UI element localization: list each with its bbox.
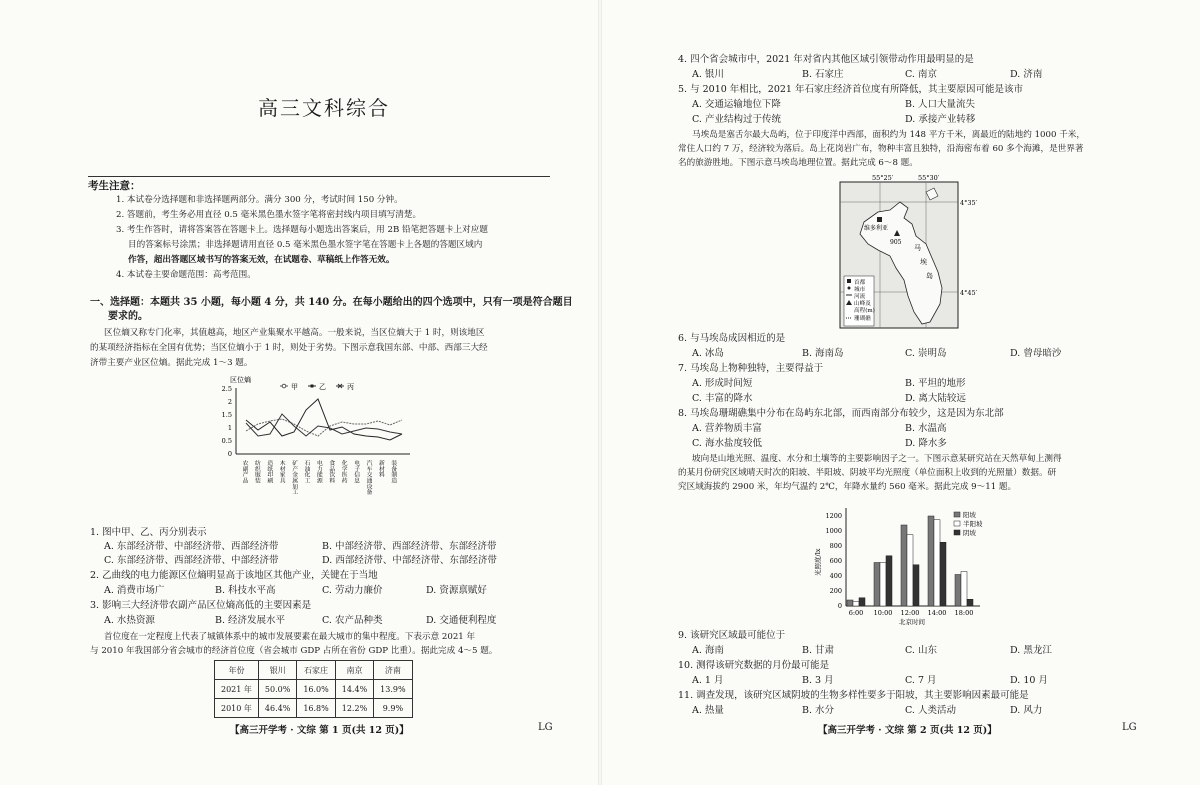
xtick: 18:00 xyxy=(954,609,974,617)
q7-option-d[interactable]: D. 离大陆较远 xyxy=(905,393,966,404)
q2-option-a[interactable]: A. 消费市场广 xyxy=(104,585,165,596)
map-legend-item: 高程(m) xyxy=(854,308,875,314)
q1-option-b[interactable]: B. 中部经济带、西部经济带、东部经济带 xyxy=(322,541,497,552)
q10-option-b[interactable]: B. 3 月 xyxy=(802,675,834,686)
bar-阳坡 xyxy=(928,516,934,606)
q4-option-d[interactable]: D. 济南 xyxy=(1010,69,1043,80)
bar-阴坡 xyxy=(967,599,973,606)
table-cell: 2021 年 xyxy=(215,680,259,699)
category-label: 装备制造 xyxy=(389,460,396,484)
map-lat-label: 4°35′ xyxy=(960,199,978,207)
bar-阳坡 xyxy=(901,525,907,606)
table-row xyxy=(215,680,413,699)
bar-legend xyxy=(954,510,983,537)
ytick: 2.5 xyxy=(221,385,232,393)
q8-option-a[interactable]: A. 营养物质丰富 xyxy=(692,423,762,434)
table-cell: 2010 年 xyxy=(215,699,259,718)
bar-阳坡 xyxy=(874,563,880,607)
q6-option-c[interactable]: C. 崇明岛 xyxy=(905,348,947,359)
ytick: 0.5 xyxy=(221,437,232,445)
passage-line: 坡向是山地光照、温度、水分和土壤等的主要影响因子之一。下图示意某研究站在天然草甸上测得 xyxy=(692,454,1062,464)
category-label: 汽车交通设备 xyxy=(365,460,371,495)
table-header-cell: 济南 xyxy=(374,661,412,680)
q6-option-a[interactable]: A. 冰岛 xyxy=(692,348,724,359)
category-label: 石油化工 xyxy=(303,460,309,484)
table-row xyxy=(215,699,413,718)
bar-阴坡 xyxy=(940,542,946,606)
q5-option-b[interactable]: B. 人口大量流失 xyxy=(905,99,976,110)
question-9: 9. 该研究区域最可能位于 xyxy=(678,630,786,641)
passage-line: 首位度在一定程度上代表了城镇体系中的城市发展要素在最大城市的集中程度。下表示意 2021 年 xyxy=(104,632,476,642)
chart-yticks xyxy=(222,385,232,458)
q4-option-a[interactable]: A. 银川 xyxy=(692,69,724,80)
q1-option-a[interactable]: A. 东部经济带、中部经济带、西部经济带 xyxy=(104,541,279,552)
map-legend-item: 城市 xyxy=(854,287,866,293)
question-2: 2. 乙曲线的电力能源区位熵明显高于该地区其他产业，关键在于当地 xyxy=(90,570,378,581)
bar-xlabel: 北京时间 xyxy=(899,618,925,626)
ytick: 1 xyxy=(227,424,232,432)
legend-bing: 丙 xyxy=(347,383,354,391)
q3-option-a[interactable]: A. 水热资源 xyxy=(104,615,155,626)
map-legend xyxy=(844,276,875,326)
mahe-island-map xyxy=(834,172,978,332)
page-code: LG xyxy=(538,722,553,733)
bar-半阳坡 xyxy=(934,520,940,606)
bar-阴坡 xyxy=(859,598,865,606)
passage-line: 马埃岛是塞舌尔最大岛屿，位于印度洋中西部，面积约为 148 平方千米，离最近的陆地约 1000 千米， xyxy=(692,130,1085,140)
section-heading: 一、选择题：本题共 35 小题，每小题 4 分，共 140 分。在每小题给出的四个选项中，只有一项是符合题目 xyxy=(90,297,573,308)
chart-legend xyxy=(280,383,354,391)
passage-line: 的某月份研究区域晴天时次的阳坡、半阳坡、阴坡平均光照度（单位面积上收到的光照量）数据。研 xyxy=(678,468,1057,478)
map-lon-label: 55°30′ xyxy=(918,174,940,182)
legend-half: 半阳坡 xyxy=(963,520,983,528)
q6-option-b[interactable]: B. 海南岛 xyxy=(802,348,844,359)
table-cell: 14.4% xyxy=(335,680,373,699)
table-header-cell: 银川 xyxy=(258,661,296,680)
bar-yticks xyxy=(825,512,842,610)
notice-heading: 考生注意： xyxy=(88,180,141,192)
q2-option-c[interactable]: C. 劳动力廉价 xyxy=(322,585,383,596)
category-label: 纺织服装 xyxy=(253,460,260,484)
island-char: 岛 xyxy=(926,272,933,280)
q4-option-c[interactable]: C. 南京 xyxy=(905,69,937,80)
q11-option-c[interactable]: C. 人类活动 xyxy=(905,705,956,716)
q4-option-b[interactable]: B. 石家庄 xyxy=(802,69,844,80)
page-2 xyxy=(600,0,1200,785)
q1-option-c[interactable]: C. 东部经济带、西部经济带、中部经济带 xyxy=(104,555,279,566)
ytick: 1000 xyxy=(825,527,842,535)
category-label: 化学医药 xyxy=(340,460,347,484)
map-legend-item: 山峰及 xyxy=(854,301,871,307)
question-1: 1. 图中甲、乙、丙分别表示 xyxy=(90,527,207,538)
passage-line: 常住人口约 7 万，经济较为落后。岛上花岗岩广布，物种丰富且独特，沿海密布着 60 多个海滩，是世界著 xyxy=(678,144,1084,154)
map-legend-item: 首都 xyxy=(854,280,866,286)
bar-半阳坡 xyxy=(880,563,886,607)
category-label: 新材料 xyxy=(377,460,384,478)
q8-option-d[interactable]: D. 降水多 xyxy=(905,438,947,449)
bar-xticks xyxy=(849,609,974,617)
table-header xyxy=(215,661,413,680)
peak-label: 905 xyxy=(890,239,902,246)
page-title: 高三文科综合 xyxy=(258,96,390,120)
passage-line: 与 2010 年我国部分省会城市的经济首位度（省会城市 GDP 占所在省份 GDP 比重）。据此完成 4～5 题。 xyxy=(90,646,498,656)
table-cell: 13.9% xyxy=(374,680,412,699)
bar-阳坡 xyxy=(847,600,853,606)
map-legend-item: 河流 xyxy=(854,294,866,300)
page-code: LG xyxy=(1122,722,1137,733)
q10-option-d[interactable]: D. 10 月 xyxy=(1010,675,1048,686)
ytick: 1200 xyxy=(825,512,842,520)
bar-阳坡 xyxy=(955,575,961,607)
chart-categories xyxy=(241,459,397,496)
ytick: 200 xyxy=(829,587,842,595)
legend-shady: 阴坡 xyxy=(963,529,976,537)
ytick: 0 xyxy=(837,602,842,610)
q5-option-a[interactable]: A. 交通运输地位下降 xyxy=(692,99,781,110)
q7-option-a[interactable]: A. 形成时间短 xyxy=(692,378,753,389)
q7-option-b[interactable]: B. 平坦的地形 xyxy=(905,378,966,389)
q5-option-c[interactable]: C. 产业结构过于传统 xyxy=(692,114,781,125)
ytick: 800 xyxy=(829,542,842,550)
question-10: 10. 测得该研究数据的月份最可能是 xyxy=(678,660,830,671)
island-char: 马 xyxy=(914,244,921,252)
passage-line: 究区域海拔约 2900 米，年均气温约 2℃，年降水量约 560 毫米。据此完成 9～11 题。 xyxy=(678,482,1017,492)
q9-option-a[interactable]: A. 海南 xyxy=(692,645,724,656)
table-cell: 12.2% xyxy=(335,699,373,718)
q7-option-c[interactable]: C. 丰富的降水 xyxy=(692,393,753,404)
question-7: 7. 马埃岛上物种独特，主要得益于 xyxy=(678,363,824,374)
q1-option-d[interactable]: D. 西部经济带、中部经济带、东部经济带 xyxy=(322,555,497,566)
xtick: 14:00 xyxy=(927,609,947,617)
island-char: 埃 xyxy=(920,258,927,266)
capital-marker xyxy=(877,217,882,222)
xtick: 6:00 xyxy=(848,609,864,617)
q6-option-d[interactable]: D. 曾母暗沙 xyxy=(1010,348,1062,359)
category-label: 造纸印刷 xyxy=(265,460,272,484)
ytick: 1.5 xyxy=(221,411,232,419)
passage-line: 名的旅游胜地。下图示意马埃岛地理位置。据此完成 6～8 题。 xyxy=(678,158,918,168)
map-lon-label: 55°25′ xyxy=(872,174,894,182)
question-3: 3. 影响三大经济带农副产品区位熵高低的主要因素是 xyxy=(90,600,312,611)
illuminance-bar-chart xyxy=(808,496,1008,626)
table-cell: 16.0% xyxy=(297,680,335,699)
map-legend-item: 珊瑚礁 xyxy=(854,316,871,322)
q11-option-d[interactable]: D. 风力 xyxy=(1010,705,1043,716)
q8-option-b[interactable]: B. 水温高 xyxy=(905,423,947,434)
table-cell: 50.0% xyxy=(258,680,296,699)
q11-option-a[interactable]: A. 热量 xyxy=(692,705,724,716)
notice-line: 4. 本试卷主要命题范围：高考范围。 xyxy=(116,270,256,280)
passage-line: 的某项经济指标在全国有优势；当区位熵小于 1 时，则处于劣势。下图示意我国东部、中部、西部三大经 xyxy=(90,343,488,353)
table-header-cell: 年份 xyxy=(215,661,259,680)
q11-option-b[interactable]: B. 水分 xyxy=(802,705,835,716)
category-label: 木材家具 xyxy=(278,460,285,484)
category-label: 农副产品 xyxy=(241,460,247,484)
question-6: 6. 与马埃岛成因相近的是 xyxy=(678,333,786,344)
bar-阴坡 xyxy=(913,565,919,606)
capital-label: 维多利亚 xyxy=(864,225,889,232)
page-footer: 【高三开学考 · 文综 第 2 页(共 12 页)】 xyxy=(818,725,997,736)
xtick: 10:00 xyxy=(873,609,893,617)
ytick: 0 xyxy=(227,450,232,458)
bar-阴坡 xyxy=(886,556,892,606)
notice-line: 2. 答题前，考生务必用直径 0.5 毫米黑色墨水签字笔将密封线内项目填写清楚。 xyxy=(116,210,422,220)
section-heading-cont: 要求的。 xyxy=(108,311,148,322)
location-quotient-chart xyxy=(218,374,418,524)
xtick: 12:00 xyxy=(900,609,920,617)
q10-option-a[interactable]: A. 1 月 xyxy=(692,675,724,686)
legend-sunny: 阳坡 xyxy=(963,511,976,519)
q3-option-d[interactable]: D. 交通便利程度 xyxy=(426,615,497,626)
map-lat-label: 4°45′ xyxy=(960,289,978,297)
bar-group xyxy=(847,516,973,606)
ytick: 400 xyxy=(829,572,842,580)
category-label: 矿产金属加工 xyxy=(290,460,297,495)
table-cell: 9.9% xyxy=(374,699,412,718)
q10-option-c[interactable]: C. 7 月 xyxy=(905,675,937,686)
ytick: 600 xyxy=(829,557,842,565)
legend-yi: 乙 xyxy=(319,383,326,391)
q9-option-c[interactable]: C. 山东 xyxy=(905,645,937,656)
ytick: 2 xyxy=(227,398,232,406)
table-cell: 46.4% xyxy=(258,699,296,718)
question-4: 4. 四个省会城市中，2021 年对省内其他区域引领带动作用最明显的是 xyxy=(678,54,974,65)
q9-option-d[interactable]: D. 黑龙江 xyxy=(1010,645,1052,656)
table-header-cell: 南京 xyxy=(335,661,373,680)
primacy-table xyxy=(214,660,413,718)
q8-option-c[interactable]: C. 海水盐度较低 xyxy=(692,438,762,449)
notice-line: 作答，超出答题区域书写的答案无效，在试题卷、草稿纸上作答无效。 xyxy=(128,255,395,265)
question-5: 5. 与 2010 年相比，2021 年石家庄经济首位度有所降低，其主要原因可能是该市 xyxy=(678,84,1023,95)
bar-半阳坡 xyxy=(961,572,967,607)
notice-line: 目的答案标号涂黑；非选择题请用直径 0.5 毫米黑色墨水签字笔在答题卡上各题的答题区域内 xyxy=(128,240,483,250)
series-bing xyxy=(246,414,402,436)
q3-option-c[interactable]: C. 农产品种类 xyxy=(322,615,383,626)
bar-半阳坡 xyxy=(853,602,859,607)
notice-line: 1. 本试卷分选择题和非选择题两部分。满分 300 分，考试时间 150 分钟。 xyxy=(116,195,403,205)
notice-line: 3. 考生作答时，请将答案答在答题卡上。选择题每小题选出答案后，用 2B 铅笔把答题卡上对应题 xyxy=(116,225,488,235)
q3-option-b[interactable]: B. 经济发展水平 xyxy=(215,615,286,626)
passage-line: 区位熵又称专门化率，其值越高，地区产业集聚水平越高。一般来说，当区位熵大于 1 时，则该地区 xyxy=(104,328,485,338)
category-label: 电子信息 xyxy=(352,460,359,484)
bar-ylabel: 光照度/lx xyxy=(814,548,822,576)
legend-jia: 甲 xyxy=(291,383,298,391)
title-rule xyxy=(88,176,550,177)
bar-半阳坡 xyxy=(907,535,913,606)
q5-option-d[interactable]: D. 承接产业转移 xyxy=(905,114,976,125)
chart-ylabel: 区位熵 xyxy=(230,376,251,384)
category-label: 电力能源 xyxy=(315,460,322,484)
question-8: 8. 马埃岛珊瑚礁集中分布在岛屿东北部，而西南部分布较少，这是因为东北部 xyxy=(678,408,1004,419)
q2-option-b[interactable]: B. 科技水平高 xyxy=(215,585,276,596)
table-cell: 16.8% xyxy=(297,699,335,718)
page-footer: 【高三开学考 · 文综 第 1 页(共 12 页)】 xyxy=(230,725,409,736)
q2-option-d[interactable]: D. 资源禀赋好 xyxy=(426,585,487,596)
q9-option-b[interactable]: B. 甘肃 xyxy=(802,645,835,656)
category-label: 食品饮料 xyxy=(327,460,334,484)
passage-line: 济带主要产业区位熵。据此完成 1～3 题。 xyxy=(90,358,253,368)
question-11: 11. 调查发现，该研究区域阴坡的生物多样性要多于阳坡，其主要影响因素最可能是 xyxy=(678,690,1029,701)
table-header-cell: 石家庄 xyxy=(297,661,335,680)
